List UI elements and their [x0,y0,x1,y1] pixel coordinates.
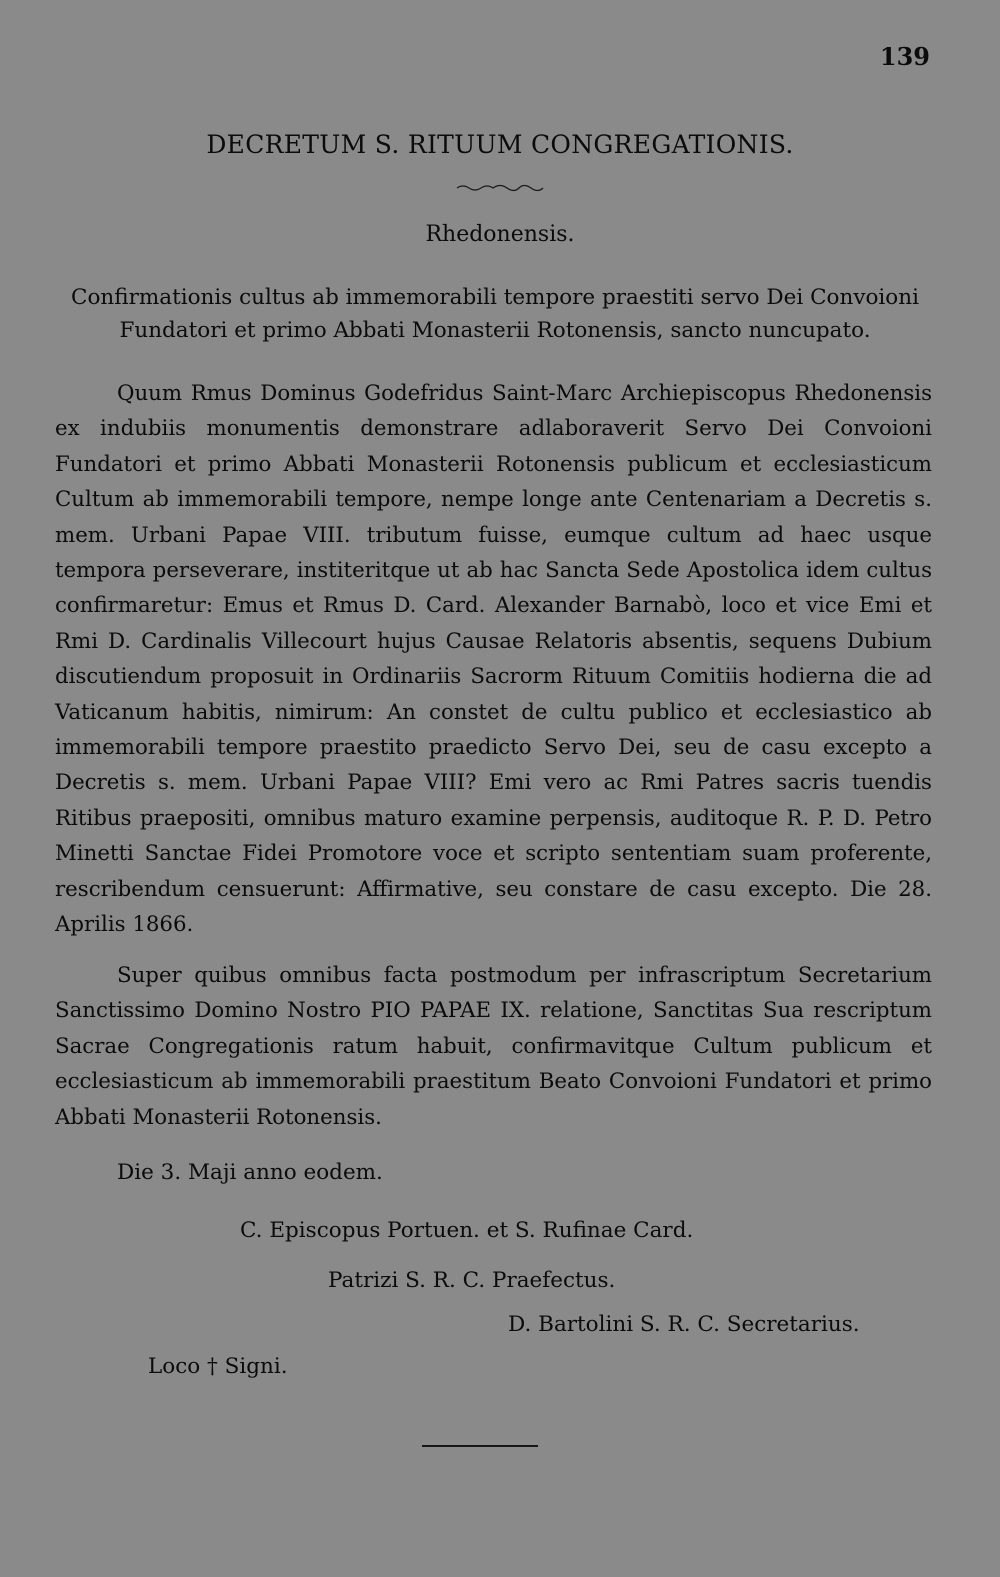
signature-secretary: D. Bartolini S. R. C. Secretarius. [508,1312,860,1337]
date-line: Die 3. Maji anno eodem. [117,1160,383,1185]
document-subtitle: Rhedonensis. [425,222,575,247]
seal-location: Loco † Signi. [148,1354,288,1379]
ornament-divider [455,182,545,192]
signature-cardinal: C. Episcopus Portuen. et S. Rufinae Card. [240,1218,694,1243]
body-paragraph-1: Quum Rmus Dominus Godefridus Saint-Marc Archiepiscopus Rhedonensis ex indubiis monumentis demonstrare adlaboraverit Servo Dei Convoioni Fundatori et primo Abbati Monasterii Rotonensis publicum et ecclesiasticum Cultum ab immemorabili tempore, nempe longe ante Centenariam a Decretis s. mem. Urbani Papae VIII. tributum fuisse, eumque cultum ad haec usque tempora perseverare, institeritque ut ab hac Sancta Sede Apostolica idem cultus confirmaretur: Emus et Rmus D. Card. Alexander Barnabò, loco et vice Emi et Rmi D. Cardinalis Villecourt hujus Causae Relatoris absentis, sequens Dubium discutiendum proposuit in Ordinariis Sacrorm Rituum Comitiis hodierna die ad Vaticanum habitis, nimirum: An constet de cultu publico et ecclesiastico ab immemorabili tempore praestito praedicto Servo Dei, seu de casu excepto a Decretis s. mem. Urbani Papae VIII? Emi vero ac Rmi Patres sacris tuendis Ritibus praepositi, omnibus maturo examine perpensis, auditoque R. P. D. Petro Minetti Sanctae Fidei Promotore voce et scripto sententiam suam proferente, rescribendum censuerunt: Affirmative, seu constare de casu excepto. Die 28. Aprilis 1866. [55,381,932,938]
document-title: DECRETUM S. RITUUM CONGREGATIONIS. [206,130,794,159]
page-number: 139 [879,42,930,71]
signature-prefect: Patrizi S. R. C. Praefectus. [328,1268,616,1293]
lead-text: Confirmationis cultus ab immemorabili tempore praestiti servo Dei Convoioni Fundatori et primo Abbati Monasterii Rotonensis, sancto nuncupato. [71,285,919,343]
body-paragraph-2: Super quibus omnibus facta postmodum per infrascriptum Secretarium Sanctissimo Domino Nostro PIO PAPAE IX. relatione, Sanctitas Sua rescriptum Sacrae Congregationis ratum habuit, confirmavitque Cultum publicum et ecclesiasticum ab immemorabili praestitum Beato Convoioni Fundatori et primo Abbati Monasterii Rotonensis. [55,963,932,1130]
closing-rule [422,1445,538,1447]
